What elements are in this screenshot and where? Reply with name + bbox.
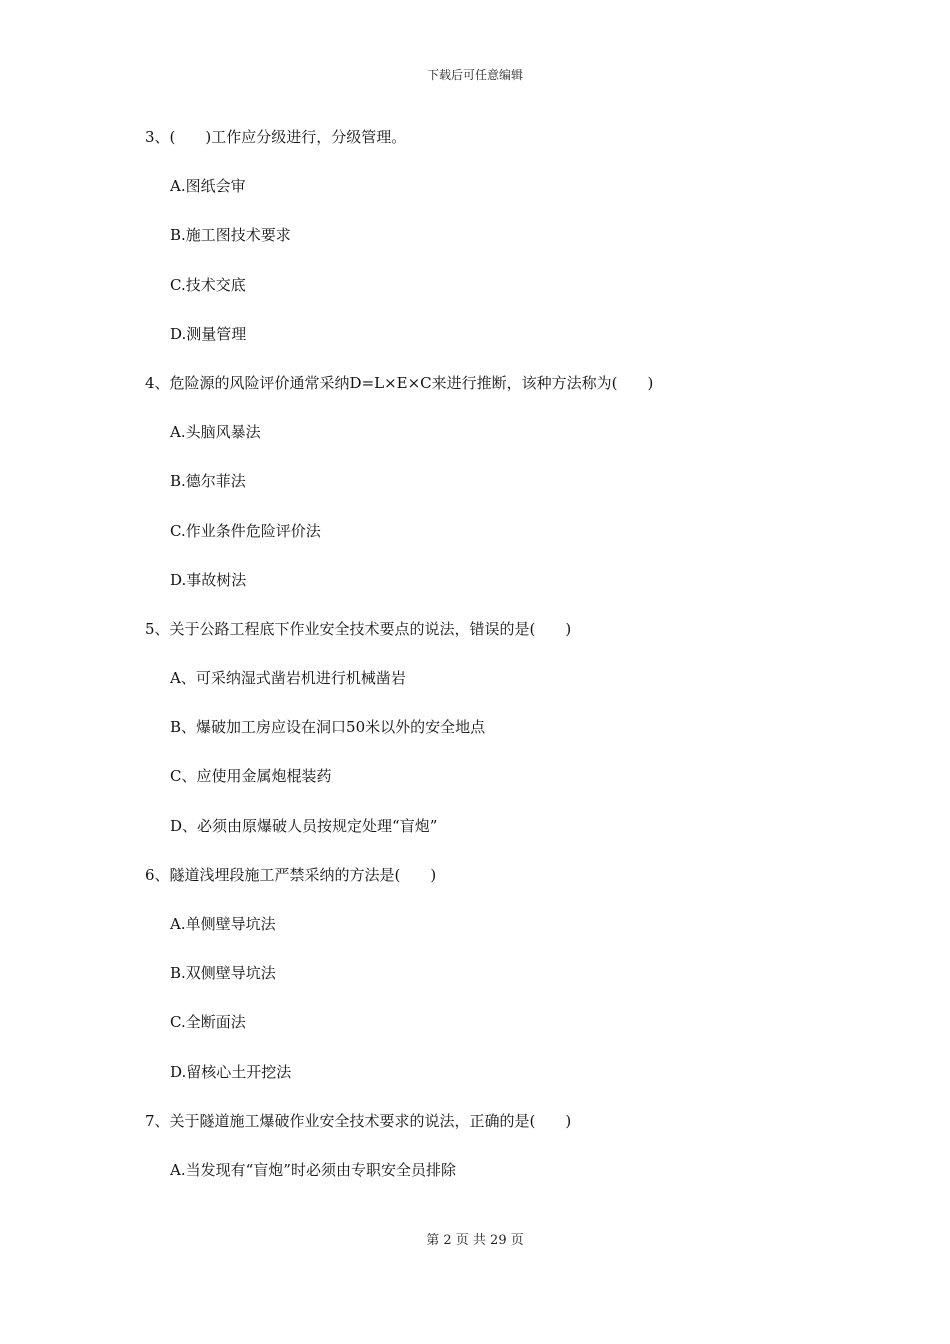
question-4-option-d: D.事故树法 <box>170 570 247 589</box>
question-4-option-a: A.头脑风暴法 <box>170 423 261 442</box>
question-7-option-a: A.当发现有“盲炮”时必须由专职安全员排除 <box>170 1160 456 1179</box>
page-footer: 第 2 页 共 29 页 <box>426 1233 524 1248</box>
question-3-option-c: C.技术交底 <box>170 275 246 294</box>
question-3-stem: 3、( )工作应分级进行，分级管理。 <box>145 128 407 146</box>
question-7-stem: 7、关于隧道施工爆破作业安全技术要求的说法，正确的是( ) <box>145 1111 572 1130</box>
question-3-option-b: B.施工图技术要求 <box>170 226 291 245</box>
question-3-option-a: A.图纸会审 <box>170 177 246 196</box>
question-6-option-c: C.全断面法 <box>170 1013 246 1032</box>
question-5-option-a: A、可采纳湿式凿岩机进行机械凿岩 <box>170 669 406 688</box>
question-5-stem: 5、关于公路工程底下作业安全技术要点的说法，错误的是( ) <box>145 619 572 638</box>
question-5-option-c: C、应使用金属炮棍装药 <box>170 767 332 786</box>
question-6-stem: 6、隧道浅埋段施工严禁采纳的方法是( ) <box>145 865 437 884</box>
question-5-option-d: D、必须由原爆破人员按规定处理“盲炮” <box>170 816 438 835</box>
question-list <box>145 122 845 1204</box>
question-4-stem: 4、危险源的风险评价通常采纳D=L×E×C来进行推断，该种方法称为( ) <box>145 373 654 392</box>
question-4-option-b: B.德尔菲法 <box>170 472 246 491</box>
question-3-option-d: D.测量管理 <box>170 324 247 343</box>
question-6-option-a: A.单侧壁导坑法 <box>170 915 276 933</box>
page-header: 下载后可任意编辑 <box>426 68 523 82</box>
question-4-option-c: C.作业条件危险评价法 <box>170 521 321 540</box>
question-5-option-b: B、爆破加工房应设在洞口50米以外的安全地点 <box>170 718 486 737</box>
question-6-option-b: B.双侧壁导坑法 <box>170 964 276 983</box>
question-6-option-d: D.留核心土开挖法 <box>170 1062 292 1081</box>
